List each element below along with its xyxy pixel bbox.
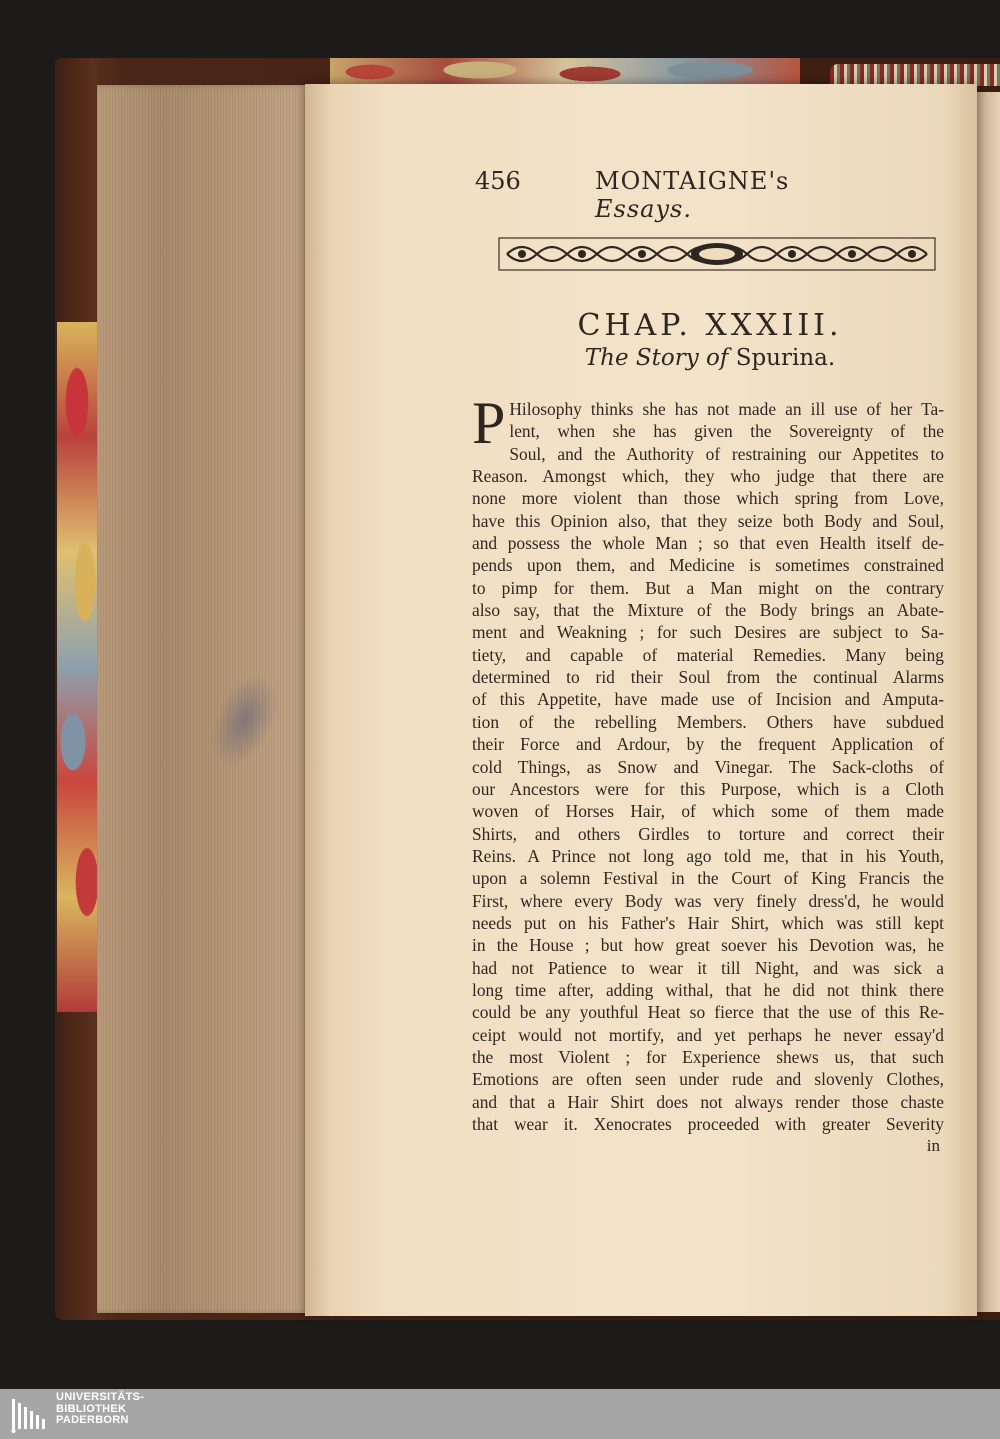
ornamental-headpiece xyxy=(497,234,937,274)
text-line: in the House ; but how great soever his Devotion was, he xyxy=(472,935,944,956)
text-line: and possess the whole Man ; so that even Health itself de- xyxy=(472,533,944,554)
catchword: in xyxy=(926,1136,940,1155)
text-line: have this Opinion also, that they seize both Body and Soul, xyxy=(472,510,944,531)
text-line: tiety, and capable of material Remedies. Many being xyxy=(472,644,944,665)
library-name-line: BIBLIOTHEK xyxy=(56,1402,127,1415)
library-name-line: UNIVERSITÄTS- xyxy=(56,1391,145,1403)
page-number: 456 xyxy=(475,167,521,195)
text-line: lent, when she has given the Sovereignty of the xyxy=(509,421,944,442)
drop-cap: P xyxy=(472,390,506,456)
headband xyxy=(830,64,1000,86)
text-line: could be any youthful Heat so fierce that the use of this Re- xyxy=(472,1002,944,1023)
body-text xyxy=(472,390,944,1135)
text-line: First, where every Body was very finely dress'd, he would xyxy=(472,890,944,911)
text-line: had not Patience to wear it till Night, and was sick a xyxy=(472,957,944,978)
text-line: none more violent than those which spring from Love, xyxy=(472,488,944,509)
text-lines xyxy=(472,390,944,1135)
text-line: ment and Weakning ; for such Desires are subject to Sa- xyxy=(472,622,944,643)
text-line: also say, that the Mixture of the Body brings an Abate- xyxy=(472,600,944,621)
text-line: long time after, adding withal, that he did not think there xyxy=(472,979,944,1000)
library-name xyxy=(56,1392,144,1427)
text-line: Reins. A Prince not long ago told me, that in his Youth, xyxy=(472,845,944,866)
library-footer xyxy=(0,1389,1000,1439)
text-line: the most Violent ; for Experience shews us, that such xyxy=(472,1046,944,1067)
running-head xyxy=(470,165,870,223)
text-line: cold Things, as Snow and Vinegar. The Sack-cloths of xyxy=(472,756,944,777)
text-line: needs put on his Father's Hair Shirt, which was still kept xyxy=(472,912,944,933)
running-title: MONTAIGNE's Essays. xyxy=(595,167,790,223)
chapter-subtitle: The Story of Spurina. xyxy=(584,345,836,371)
text-line: ceipt would not mortify, and yet perhaps he never essay'd xyxy=(472,1024,944,1045)
text-line: their Force and Ardour, by the frequent Application of xyxy=(472,734,944,755)
text-line: Soul, and the Authority of restraining our Appetites to xyxy=(509,443,944,464)
chapter-heading: CHAP. XXXIII. xyxy=(577,308,843,343)
text-line: determined to rid their Soul from the continual Alarms xyxy=(472,667,944,688)
text-line: and that a Hair Shirt does not always render those chaste xyxy=(472,1091,944,1112)
library-name-line: PADERBORN xyxy=(56,1414,129,1426)
text-line: to pimp for them. But a Man might on the contrary xyxy=(472,577,944,598)
text-line: Reason. Amongst which, they who judge that there are xyxy=(472,466,944,487)
text-line: our Ancestors were for this Purpose, which is a Cloth xyxy=(472,778,944,799)
text-line: upon a solemn Festival in the Court of King Francis the xyxy=(472,868,944,889)
text-line: of this Appetite, have made use of Incision and Amputa- xyxy=(472,689,944,710)
text-line: Emotions are often seen under rude and slovenly Clothes, xyxy=(472,1069,944,1090)
text-line: tion of the rebelling Members. Others have subdued xyxy=(472,711,944,732)
text-line: Shirts, and others Girdles to torture and correct their xyxy=(472,823,944,844)
text-line: Hilosophy thinks she has not made an ill use of her Ta- xyxy=(509,399,944,419)
text-line: pends upon them, and Medicine is sometimes constrained xyxy=(472,555,944,576)
text-line: woven of Horses Hair, of which some of them made xyxy=(472,801,944,822)
text-line: that wear it. Xenocrates proceeded with greater Severity xyxy=(472,1114,944,1134)
library-logo-icon xyxy=(10,1395,50,1433)
